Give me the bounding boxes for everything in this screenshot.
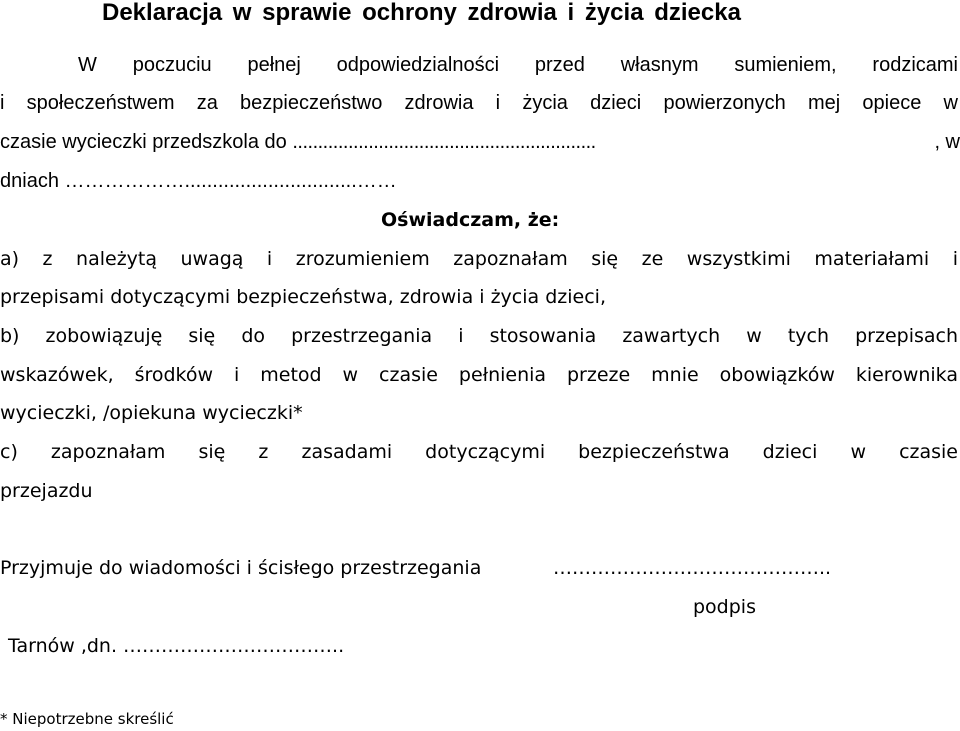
intro-line-3 [0,130,960,154]
item-a-line-1: a) z należytą uwagą i zrozumieniem zapoznałam się ze wszystkimi materiałami i [0,248,958,270]
intro-line-4: dniach ………………...............................…… [0,170,397,192]
footnote: * Niepotrzebne skreślić [0,710,174,728]
item-b-line-1: b) zobowiązuję się do przestrzegania i stosowania zawartych w tych przepisach [0,325,958,347]
document-title: Deklaracja w sprawie ochrony zdrowia i życia dziecka [102,0,741,26]
destination-suffix: , w [934,131,960,153]
item-a-line-2: przepisami dotyczącymi bezpieczeństwa, zdrowia i życia dzieci, [0,286,606,308]
signature-line: …………………………………….. [553,557,832,579]
signature-label: podpis [693,596,756,618]
item-b-line-2: wskazówek, środków i metod w czasie pełnienia przeze mnie obowiązków kierownika [0,364,958,386]
intro-line-2: i społeczeństwem za bezpieczeństwo zdrowia i życia dzieci powierzonych mej opiece w [0,92,958,114]
destination-blank: ............................................................ [292,131,596,153]
item-c-line-2: przejazdu [0,480,93,502]
destination-label: czasie wycieczki przedszkola do [0,131,287,153]
acceptance-text: Przyjmuje do wiadomości i ścisłego przestrzegania [0,557,482,579]
item-c-line-1: c) zapoznałam się z zasadami dotyczącymi bezpieczeństwa dzieci w czasie [0,441,958,463]
declaration-heading: Oświadczam, że: [381,209,560,231]
intro-line-1: W poczuciu pełnej odpowiedzialności przed własnym sumieniem, rodzicami [78,54,958,76]
item-b-line-3: wycieczki, /opiekuna wycieczki* [0,402,303,424]
place-date-line: Tarnów ,dn. …………………………….. [8,635,345,657]
